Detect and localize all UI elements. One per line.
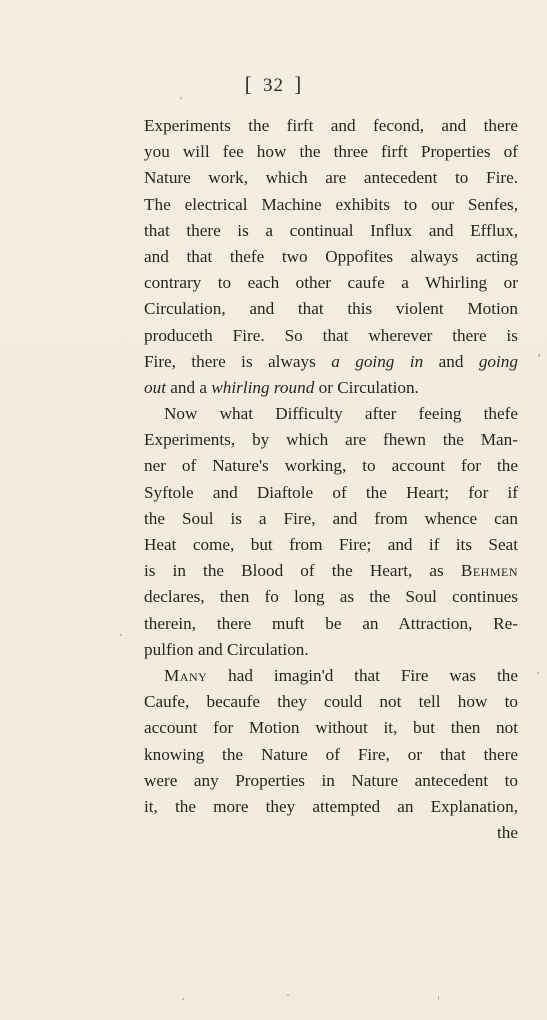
text-run: is in the Blood of the Heart, as: [144, 561, 461, 581]
text-run: the Soul is a Fire, and from whence can: [144, 508, 518, 528]
small-caps-word: Behmen: [460, 561, 518, 581]
text-line: [144, 453, 518, 479]
text-line: [144, 427, 518, 453]
text-line: [144, 244, 518, 270]
text-line: [144, 768, 518, 794]
paper-speck: [120, 634, 122, 636]
text-line: [144, 742, 518, 768]
paper-speck: [182, 998, 184, 1000]
paper-speck: [538, 354, 540, 357]
text-run: Fire, there is always: [144, 351, 332, 371]
text-run: Experiments, by which are fhewn the Man-: [144, 430, 518, 450]
page-number-close-bracket: ]: [294, 72, 303, 96]
text-line: [144, 715, 518, 741]
text-run: had imagin'd that Fire was the: [207, 665, 518, 685]
text-run: and that thefe two Oppofites always acting: [144, 246, 518, 266]
text-run: Circulation, and that this violent Motion: [144, 299, 518, 319]
text-line: [144, 270, 518, 296]
text-line: [144, 375, 518, 401]
text-line: [144, 506, 518, 532]
text-line: [144, 689, 518, 715]
text-run: ner of Nature's working, to account for the: [144, 456, 518, 476]
text-run: and: [423, 351, 479, 371]
text-run: you will fee how the three firft Properties of: [144, 142, 518, 162]
text-line: [144, 532, 518, 558]
text-line: [144, 139, 518, 165]
text-run: Experiments the firft and fecond, and there: [144, 116, 518, 135]
paper-speck: [537, 672, 539, 674]
text-run: therein, there muft be an Attraction, Re-: [144, 613, 518, 633]
text-line: [144, 113, 518, 139]
small-caps-word: Many: [164, 665, 208, 685]
text-line: [144, 611, 518, 637]
text-line: [144, 165, 518, 191]
catchword: the: [497, 823, 518, 843]
page-number-open-bracket: [: [244, 72, 253, 96]
text-run: that there is a continual Influx and Efflux,: [144, 220, 518, 240]
italic-phrase: out: [144, 377, 166, 397]
text-line: [144, 349, 518, 375]
text-line: [144, 584, 518, 610]
text-run: knowing the Nature of Fire, or that there: [144, 744, 518, 764]
text-run: pulfion and Circulation.: [144, 639, 309, 659]
text-line: [144, 296, 518, 322]
text-line: [144, 558, 518, 584]
text-run: Now what Difficulty after feeing thefe: [164, 404, 518, 424]
text-line: [144, 401, 518, 427]
page-number-value: 32: [263, 75, 284, 96]
text-run: Nature work, which are antecedent to Fire.: [144, 168, 518, 188]
page-number: [0, 72, 547, 97]
text-run: produceth Fire. So that wherever there is: [144, 325, 518, 345]
text-line: [144, 794, 518, 820]
text-run: Caufe, becaufe they could not tell how to: [144, 692, 518, 712]
italic-phrase: a going in: [331, 351, 424, 371]
paper-speck: [438, 996, 439, 1000]
paper-speck: [180, 97, 182, 99]
text-line: [144, 192, 518, 218]
text-run: Syftole and Diaftole of the Heart; for if: [144, 482, 518, 502]
text-line: [144, 637, 518, 663]
text-run: or Circulation.: [314, 377, 419, 397]
body-text: [144, 113, 518, 846]
text-run: it, the more they attempted an Explanation,: [144, 796, 518, 816]
text-run: were any Properties in Nature antecedent to: [144, 770, 518, 790]
italic-phrase: whirling round: [211, 377, 315, 397]
text-line: [144, 218, 518, 244]
text-line: [144, 323, 518, 349]
text-run: Heat come, but from Fire; and if its Seat: [144, 535, 518, 554]
text-run: declares, then fo long as the Soul continues: [144, 587, 518, 607]
text-line: [144, 663, 518, 689]
italic-phrase: going: [478, 351, 518, 371]
text-run: account for Motion without it, but then not: [144, 718, 518, 738]
text-run: and a: [165, 377, 212, 397]
paper-speck: [287, 994, 289, 996]
text-run: contrary to each other caufe a Whirling or: [144, 273, 518, 293]
text-run: The electrical Machine exhibits to our Senfes,: [144, 194, 518, 214]
text-line: [144, 480, 518, 506]
